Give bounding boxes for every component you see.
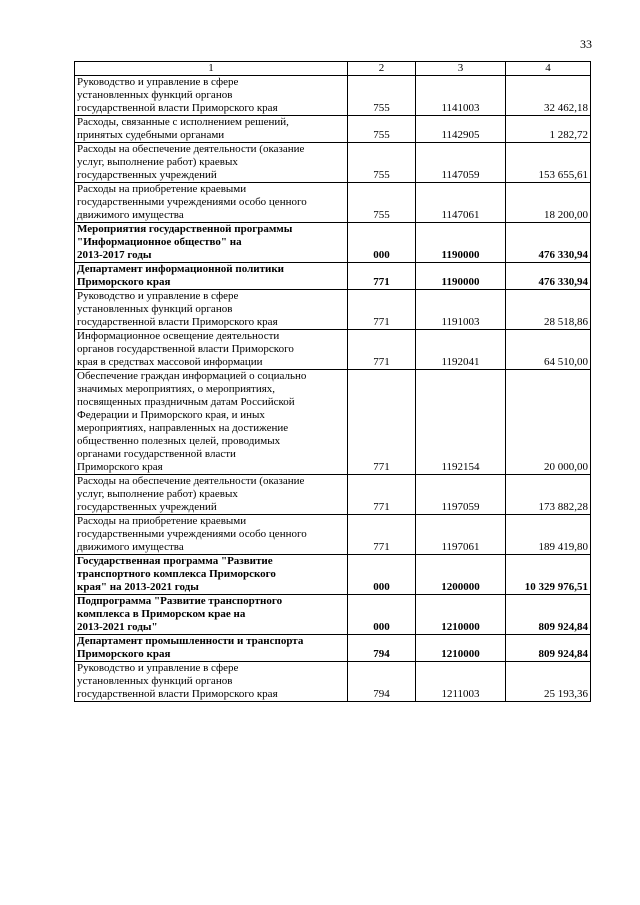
row-amount-cell: 173 882,28 (506, 475, 591, 515)
row-name-cell: Расходы на приобретение краевыми государственными учреждениями особо ценного движимого имущества (75, 515, 348, 555)
row-article-cell: 1210000 (416, 595, 506, 635)
row-amount-cell: 64 510,00 (506, 330, 591, 370)
row-code-cell: 000 (348, 555, 416, 595)
table-row (75, 263, 591, 290)
row-code-cell: 755 (348, 116, 416, 143)
row-article-cell: 1142905 (416, 116, 506, 143)
row-article-cell: 1190000 (416, 223, 506, 263)
row-article-cell: 1147061 (416, 183, 506, 223)
table-row (75, 595, 591, 635)
row-code-cell: 771 (348, 290, 416, 330)
row-amount-cell: 1 282,72 (506, 116, 591, 143)
row-article-cell: 1147059 (416, 143, 506, 183)
table-row (75, 76, 591, 116)
table-row (75, 143, 591, 183)
row-amount-cell: 189 419,80 (506, 515, 591, 555)
table-row (75, 662, 591, 702)
table-row (75, 223, 591, 263)
row-name-cell: Расходы на приобретение краевыми государственными учреждениями особо ценного движимого имущества (75, 183, 348, 223)
row-amount-cell: 153 655,61 (506, 143, 591, 183)
row-code-cell: 755 (348, 143, 416, 183)
row-name-cell: Департамент информационной политики Приморского края (75, 263, 348, 290)
row-article-cell: 1192041 (416, 330, 506, 370)
row-name-cell: Департамент промышленности и транспорта Приморского края (75, 635, 348, 662)
row-article-cell: 1197059 (416, 475, 506, 515)
row-amount-cell: 809 924,84 (506, 595, 591, 635)
row-name-cell: Расходы, связанные с исполнением решений, принятых судебными органами (75, 116, 348, 143)
row-amount-cell: 28 518,86 (506, 290, 591, 330)
column-header: 2 (348, 62, 416, 76)
row-amount-cell: 476 330,94 (506, 263, 591, 290)
row-article-cell: 1192154 (416, 370, 506, 475)
row-amount-cell: 32 462,18 (506, 76, 591, 116)
row-name-cell: Мероприятия государственной программы "Информационное общество" на 2013-2017 годы (75, 223, 348, 263)
row-code-cell: 755 (348, 76, 416, 116)
table-row (75, 635, 591, 662)
row-name-cell: Государственная программа "Развитие транспортного комплекса Приморского края" на 2013-2021 годы (75, 555, 348, 595)
row-amount-cell: 476 330,94 (506, 223, 591, 263)
table-row (75, 475, 591, 515)
page-number: 33 (580, 37, 592, 51)
row-code-cell: 794 (348, 635, 416, 662)
table-header-row (75, 62, 591, 76)
row-code-cell: 771 (348, 370, 416, 475)
row-amount-cell: 809 924,84 (506, 635, 591, 662)
row-article-cell: 1141003 (416, 76, 506, 116)
row-article-cell: 1211003 (416, 662, 506, 702)
column-header: 1 (75, 62, 348, 76)
row-code-cell: 771 (348, 515, 416, 555)
row-amount-cell: 25 193,36 (506, 662, 591, 702)
row-code-cell: 000 (348, 595, 416, 635)
row-name-cell: Расходы на обеспечение деятельности (оказание услуг, выполнение работ) краевых государственных учреждений (75, 143, 348, 183)
table-row (75, 116, 591, 143)
table-row (75, 330, 591, 370)
row-article-cell: 1191003 (416, 290, 506, 330)
row-name-cell: Расходы на обеспечение деятельности (оказание услуг, выполнение работ) краевых государственных учреждений (75, 475, 348, 515)
row-amount-cell: 10 329 976,51 (506, 555, 591, 595)
row-name-cell: Руководство и управление в сфере установленных функций органов государственной власти Приморского края (75, 662, 348, 702)
row-name-cell: Руководство и управление в сфере установленных функций органов государственной власти Приморского края (75, 290, 348, 330)
table-row (75, 370, 591, 475)
budget-table (74, 61, 591, 702)
column-header: 4 (506, 62, 591, 76)
table-row (75, 555, 591, 595)
row-name-cell: Информационное освещение деятельности органов государственной власти Приморского края в средствах массовой информации (75, 330, 348, 370)
table-row (75, 183, 591, 223)
table-row (75, 515, 591, 555)
row-code-cell: 771 (348, 263, 416, 290)
row-code-cell: 794 (348, 662, 416, 702)
row-name-cell: Подпрограмма "Развитие транспортного комплекса в Приморском крае на 2013-2021 годы" (75, 595, 348, 635)
row-article-cell: 1200000 (416, 555, 506, 595)
table-row (75, 290, 591, 330)
row-article-cell: 1190000 (416, 263, 506, 290)
row-name-cell: Руководство и управление в сфере установленных функций органов государственной власти Приморского края (75, 76, 348, 116)
row-amount-cell: 18 200,00 (506, 183, 591, 223)
row-article-cell: 1197061 (416, 515, 506, 555)
row-amount-cell: 20 000,00 (506, 370, 591, 475)
row-code-cell: 771 (348, 330, 416, 370)
row-article-cell: 1210000 (416, 635, 506, 662)
row-code-cell: 771 (348, 475, 416, 515)
row-code-cell: 000 (348, 223, 416, 263)
row-code-cell: 755 (348, 183, 416, 223)
row-name-cell: Обеспечение граждан информацией о социально значимых мероприятиях, о мероприятиях, посвященных праздничным датам Российской Федерации и Приморского края, и иных мероприятиях, направленных на достижение общественно полезных целей, проводимых органами государственной власти Приморского края (75, 370, 348, 475)
column-header: 3 (416, 62, 506, 76)
